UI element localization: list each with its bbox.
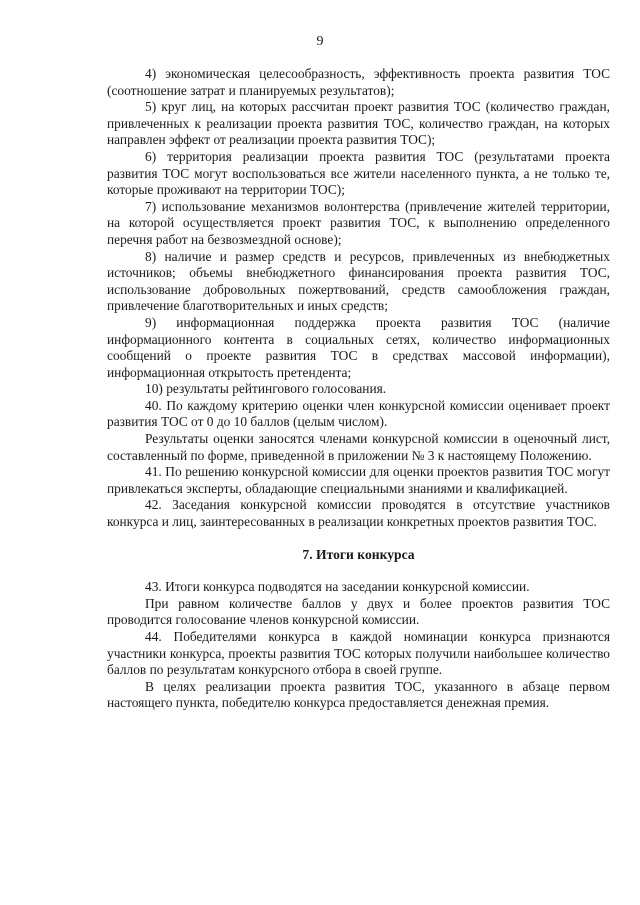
paragraph-cash-prize: В целях реализации проекта развития ТОС, указанного в абзаце первом настоящего пункта, победителю конкурса предоставляется денежная премия. [107, 678, 610, 711]
paragraph-clause-41: 41. По решению конкурсной комиссии для оценки проектов развития ТОС могут привлекаться эксперты, обладающие специальными знаниями и квалификацией. [107, 464, 610, 496]
section-heading: 7. Итоги конкурса [302, 546, 415, 562]
paragraph-criterion-9: 9) информационная поддержка проекта развития ТОС (наличие информационного контента в социальных сетях, количество информационных сообщений о проекте развития ТОС в средствах массовой информации), информационная открытость претендента; [107, 314, 610, 380]
paragraph-criterion-8: 8) наличие и размер средств и ресурсов, привлеченных из внебюджетных источников; объемы внебюджетного финансирования проекта развития ТОС, использование добровольных пожертвований, средств самообложения граждан, привлечение благотворительных и иных средств; [107, 248, 610, 314]
paragraph-criterion-4: 4) экономическая целесообразность, эффективность проекта развития ТОС (соотношение затрат и планируемых результатов); [107, 66, 610, 98]
paragraph-criterion-10: 10) результаты рейтингового голосования. [145, 381, 387, 397]
paragraph-criterion-5: 5) круг лиц, на которых рассчитан проект развития ТОС (количество граждан, привлеченных к реализации проекта развития ТОС, количество граждан, на которых направлен эффект от реализации проекта развития ТОС); [107, 99, 610, 148]
paragraph-criterion-6: 6) территория реализации проекта развития ТОС (результатами проекта развития ТОС могут воспользоваться все жители населенного пункта, а не только те, которые проживают на территории ТОС); [107, 148, 610, 198]
paragraph-clause-40: 40. По каждому критерию оценки член конкурсной комиссии оценивает проект развития ТОС от 0 до 10 баллов (целым числом). [107, 397, 610, 430]
document-body [107, 66, 610, 712]
paragraph-evaluation-results: Результаты оценки заносятся членами конкурсной комиссии в оценочный лист, составленный по форме, приведенной в приложении № 3 к настоящему Положению. [107, 431, 610, 463]
paragraph-clause-42: 42. Заседания конкурсной комиссии проводятся в отсутствие участников конкурса и лиц, заинтересованных в реализации конкретных проектов развития ТОС. [107, 497, 610, 530]
paragraph-clause-43: 43. Итоги конкурса подводятся на заседании конкурсной комиссии. [145, 579, 530, 595]
page-number: 9 [316, 34, 324, 49]
paragraph-clause-44: 44. Победителями конкурса в каждой номинации конкурса признаются участники конкурса, проекты развития ТОС которых получили наибольшее количество баллов по результатам конкурсного отбора в своей группе. [107, 629, 610, 678]
paragraph-equal-scores: При равном количестве баллов у двух и более проектов развития ТОС проводится голосование членов конкурсной комиссии. [107, 595, 610, 628]
paragraph-criterion-7: 7) использование механизмов волонтерства (привлечение жителей территории, на которой осуществляется проект развития ТОС, к выполнению определенного перечня работ на безвозмездной основе); [107, 198, 610, 247]
